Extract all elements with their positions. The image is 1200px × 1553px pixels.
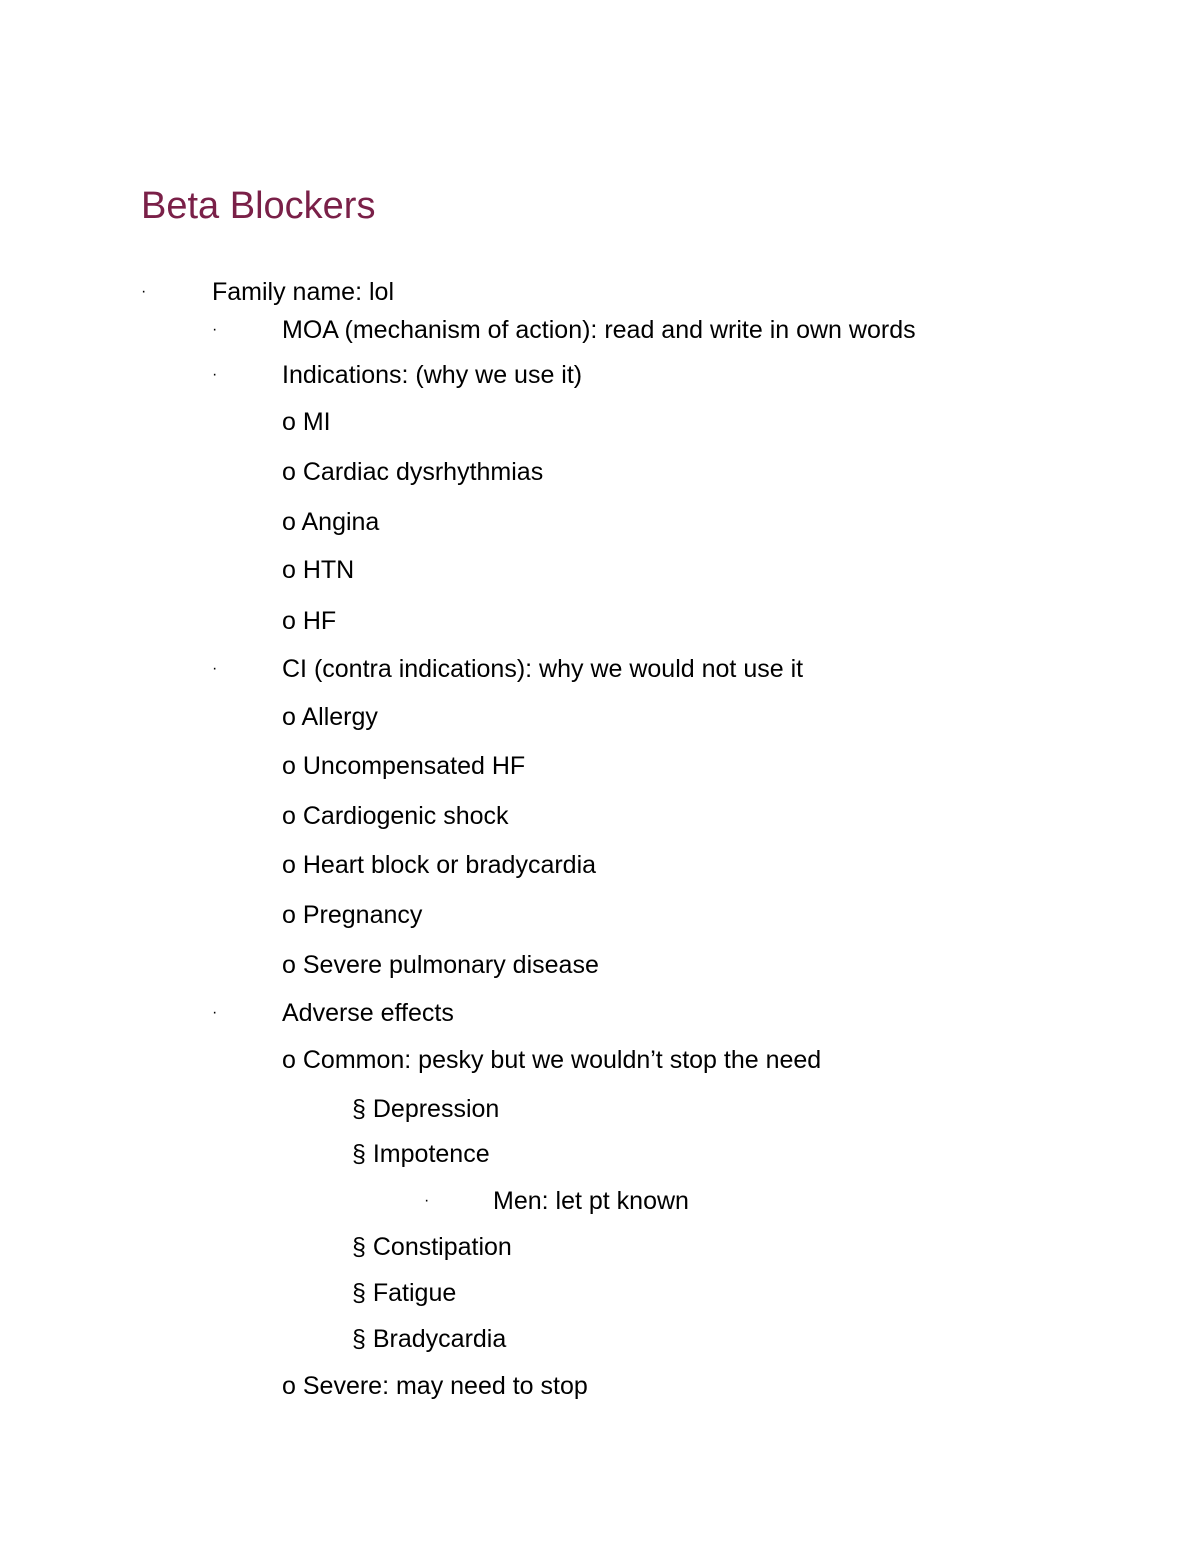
list-item-text: Allergy — [301, 703, 378, 731]
list-item-indications: Indications: (why we use it) — [282, 361, 583, 389]
list-item-text: Constipation — [372, 1233, 512, 1261]
bullet-circle: o — [282, 1046, 296, 1074]
page-title: Beta Blockers — [141, 185, 376, 227]
list-item-text: Impotence — [372, 1140, 490, 1168]
bullet-circle: o — [282, 508, 296, 536]
list-item — [352, 1278, 456, 1308]
list-item-text: Pregnancy — [302, 901, 423, 929]
bullet-section: § — [352, 1279, 366, 1307]
bullet-section: § — [352, 1325, 366, 1353]
bullet-dot: · — [212, 321, 218, 338]
list-item-text: MI — [302, 408, 331, 436]
list-item — [282, 1371, 588, 1401]
bullet-circle: o — [282, 703, 296, 731]
list-item-moa: MOA (mechanism of action): read and write in own words — [282, 316, 916, 344]
list-item-text: Fatigue — [372, 1279, 457, 1307]
list-item — [282, 407, 331, 437]
list-item — [282, 702, 378, 732]
bullet-dot: · — [141, 283, 147, 300]
list-item — [282, 950, 599, 980]
list-item-men: Men: let pt known — [493, 1187, 689, 1215]
list-item-family-name: Family name: lol — [212, 278, 394, 306]
list-item — [282, 850, 596, 880]
bullet-circle: o — [282, 752, 296, 780]
list-item-text: Bradycardia — [372, 1325, 507, 1353]
list-item — [282, 606, 336, 636]
bullet-dot: · — [424, 1192, 430, 1209]
bullet-circle: o — [282, 1372, 296, 1400]
bullet-circle: o — [282, 556, 296, 584]
bullet-circle: o — [282, 802, 296, 830]
list-item — [282, 801, 509, 831]
bullet-section: § — [352, 1233, 366, 1261]
list-item — [282, 1045, 821, 1075]
list-item-text: Depression — [372, 1095, 500, 1123]
list-item — [282, 555, 354, 585]
list-item-text: Heart block or bradycardia — [302, 851, 597, 879]
list-item — [352, 1324, 506, 1354]
list-item — [352, 1094, 499, 1124]
list-item-text: Angina — [301, 508, 380, 536]
list-item — [352, 1139, 490, 1169]
bullet-section: § — [352, 1140, 366, 1168]
list-item — [282, 900, 422, 930]
bullet-dot: · — [212, 660, 218, 677]
list-item-text: Cardiogenic shock — [302, 802, 509, 830]
list-item-text: Cardiac dysrhythmias — [302, 458, 544, 486]
bullet-section: § — [352, 1095, 366, 1123]
list-item — [282, 457, 543, 487]
bullet-dot: · — [212, 366, 218, 383]
list-item — [352, 1232, 512, 1262]
bullet-circle: o — [282, 951, 296, 979]
list-item-contra-indications: CI (contra indications): why we would not use it — [282, 655, 804, 683]
bullet-circle: o — [282, 851, 296, 879]
list-item — [282, 507, 379, 537]
list-item-text: Severe: may need to stop — [302, 1372, 588, 1400]
bullet-circle: o — [282, 408, 296, 436]
list-item — [282, 751, 525, 781]
list-item-text: Severe pulmonary disease — [302, 951, 599, 979]
list-item-text: HTN — [302, 556, 355, 584]
list-item-text: HF — [302, 607, 337, 635]
list-item-adverse-effects: Adverse effects — [282, 999, 454, 1027]
bullet-circle: o — [282, 458, 296, 486]
bullet-circle: o — [282, 901, 296, 929]
list-item-text: Common: pesky but we wouldn’t stop the need — [302, 1046, 822, 1074]
list-item-text: Uncompensated HF — [302, 752, 526, 780]
bullet-dot: · — [212, 1004, 218, 1021]
bullet-circle: o — [282, 607, 296, 635]
